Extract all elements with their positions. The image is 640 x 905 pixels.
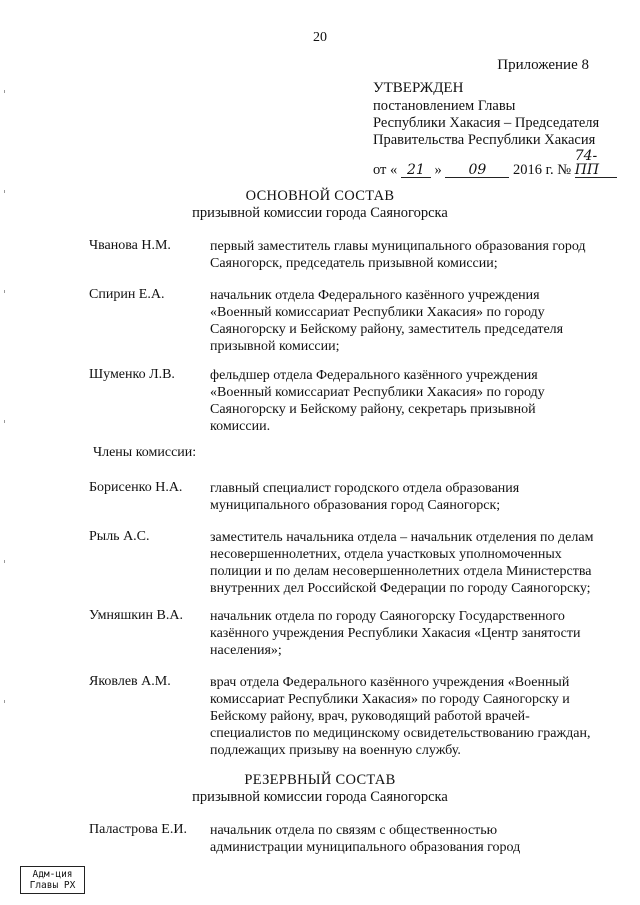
main-section-heading <box>0 188 640 222</box>
appendix-label: Приложение 8 <box>497 57 589 73</box>
member-role <box>210 367 595 435</box>
reserve-section-heading <box>0 772 640 806</box>
role-line: начальник отдела по связям с общественностью <box>210 823 498 838</box>
page-number: 20 <box>313 30 327 45</box>
member-name: Умняшкин В.А. <box>89 608 183 623</box>
role-line: казённого учреждения Республики Хакасия «Центр занятости <box>210 626 581 641</box>
decree-number-handwritten: 74-ПП <box>575 149 617 178</box>
role-line: начальник отдела Федерального казённого учреждения <box>210 288 540 303</box>
role-line: подлежащих призыву на военную службу. <box>210 743 461 758</box>
date-year: 2016 г. № <box>513 162 572 178</box>
members-label: Члены комиссии: <box>93 445 197 460</box>
member-role <box>210 674 595 759</box>
member-name: Спирин Е.А. <box>89 287 165 302</box>
reserve-section-title: РЕЗЕРВНЫЙ СОСТАВ <box>244 772 396 788</box>
role-line: «Военный комиссариат Республики Хакасия» по городу <box>210 305 545 320</box>
member-role <box>210 608 595 659</box>
member-name: Яковлев А.М. <box>89 674 171 689</box>
role-line: муниципального образования город Саяногорск; <box>210 498 501 513</box>
stamp-line: Главы РХ <box>29 880 76 891</box>
registry-stamp <box>20 866 85 894</box>
approval-line: постановлением Главы <box>373 98 516 114</box>
date-prefix: от « <box>373 162 398 178</box>
role-line: Саяногорску и Бейскому району, заместитель председателя <box>210 322 564 337</box>
role-line: комиссариат Республики Хакасия» по городу Саяногорску и <box>210 692 570 707</box>
date-mid: » <box>434 162 442 178</box>
approval-date-line <box>373 149 617 179</box>
role-line: главный специалист городского отдела образования <box>210 481 520 496</box>
member-role <box>210 529 595 597</box>
member-name: Чванова Н.М. <box>89 238 171 253</box>
role-line: внутренних дел Российской Федерации по городу Саяногорску; <box>210 581 591 596</box>
stamp-line: Адм-ция <box>32 869 73 880</box>
role-line: специалистов по медицинскому освидетельствованию граждан, <box>210 726 591 741</box>
reserve-section-subtitle: призывной комиссии города Саяногорска <box>192 789 448 805</box>
member-name: Паластрова Е.И. <box>89 822 187 837</box>
approval-block <box>373 80 617 179</box>
member-role <box>210 480 595 514</box>
role-line: «Военный комиссариат Республики Хакасия» по городу <box>210 385 545 400</box>
role-line: призывной комиссии; <box>210 339 340 354</box>
approval-heading: УТВЕРЖДЕН <box>373 80 464 96</box>
role-line: населения»; <box>210 643 282 658</box>
role-line: Саяногорску и Бейскому району, секретарь призывной <box>210 402 536 417</box>
date-month-handwritten: 09 <box>445 163 509 178</box>
member-role <box>210 238 595 272</box>
member-role <box>210 822 595 856</box>
scan-margin-marks <box>4 0 6 905</box>
date-day-handwritten: 21 <box>401 163 431 178</box>
main-section-title: ОСНОВНОЙ СОСТАВ <box>245 188 395 204</box>
role-line: Бейскому району, врач, руководящий работой врачей- <box>210 709 530 724</box>
role-line: полиции и по делам несовершеннолетних отдела Министерства <box>210 564 592 579</box>
role-line: врач отдела Федерального казённого учреждения «Военный <box>210 675 570 690</box>
approval-line: Республики Хакасия – Председателя <box>373 115 600 131</box>
role-line: первый заместитель главы муниципального образования город <box>210 239 586 254</box>
role-line: начальник отдела по городу Саяногорску Государственного <box>210 609 565 624</box>
role-line: комиссии. <box>210 419 271 434</box>
role-line: заместитель начальника отдела – начальник отделения по делам <box>210 530 594 545</box>
member-role <box>210 287 595 355</box>
main-section-subtitle: призывной комиссии города Саяногорска <box>192 205 448 221</box>
member-name: Шуменко Л.В. <box>89 367 175 382</box>
approval-line: Правительства Республики Хакасия <box>373 132 596 148</box>
member-name: Рыль А.С. <box>89 529 150 544</box>
role-line: фельдшер отдела Федерального казённого учреждения <box>210 368 538 383</box>
role-line: администрации муниципального образования город <box>210 840 521 855</box>
member-name: Борисенко Н.А. <box>89 480 183 495</box>
role-line: несовершеннолетних, отдела участковых уполномоченных <box>210 547 562 562</box>
role-line: Саяногорск, председатель призывной комиссии; <box>210 256 498 271</box>
